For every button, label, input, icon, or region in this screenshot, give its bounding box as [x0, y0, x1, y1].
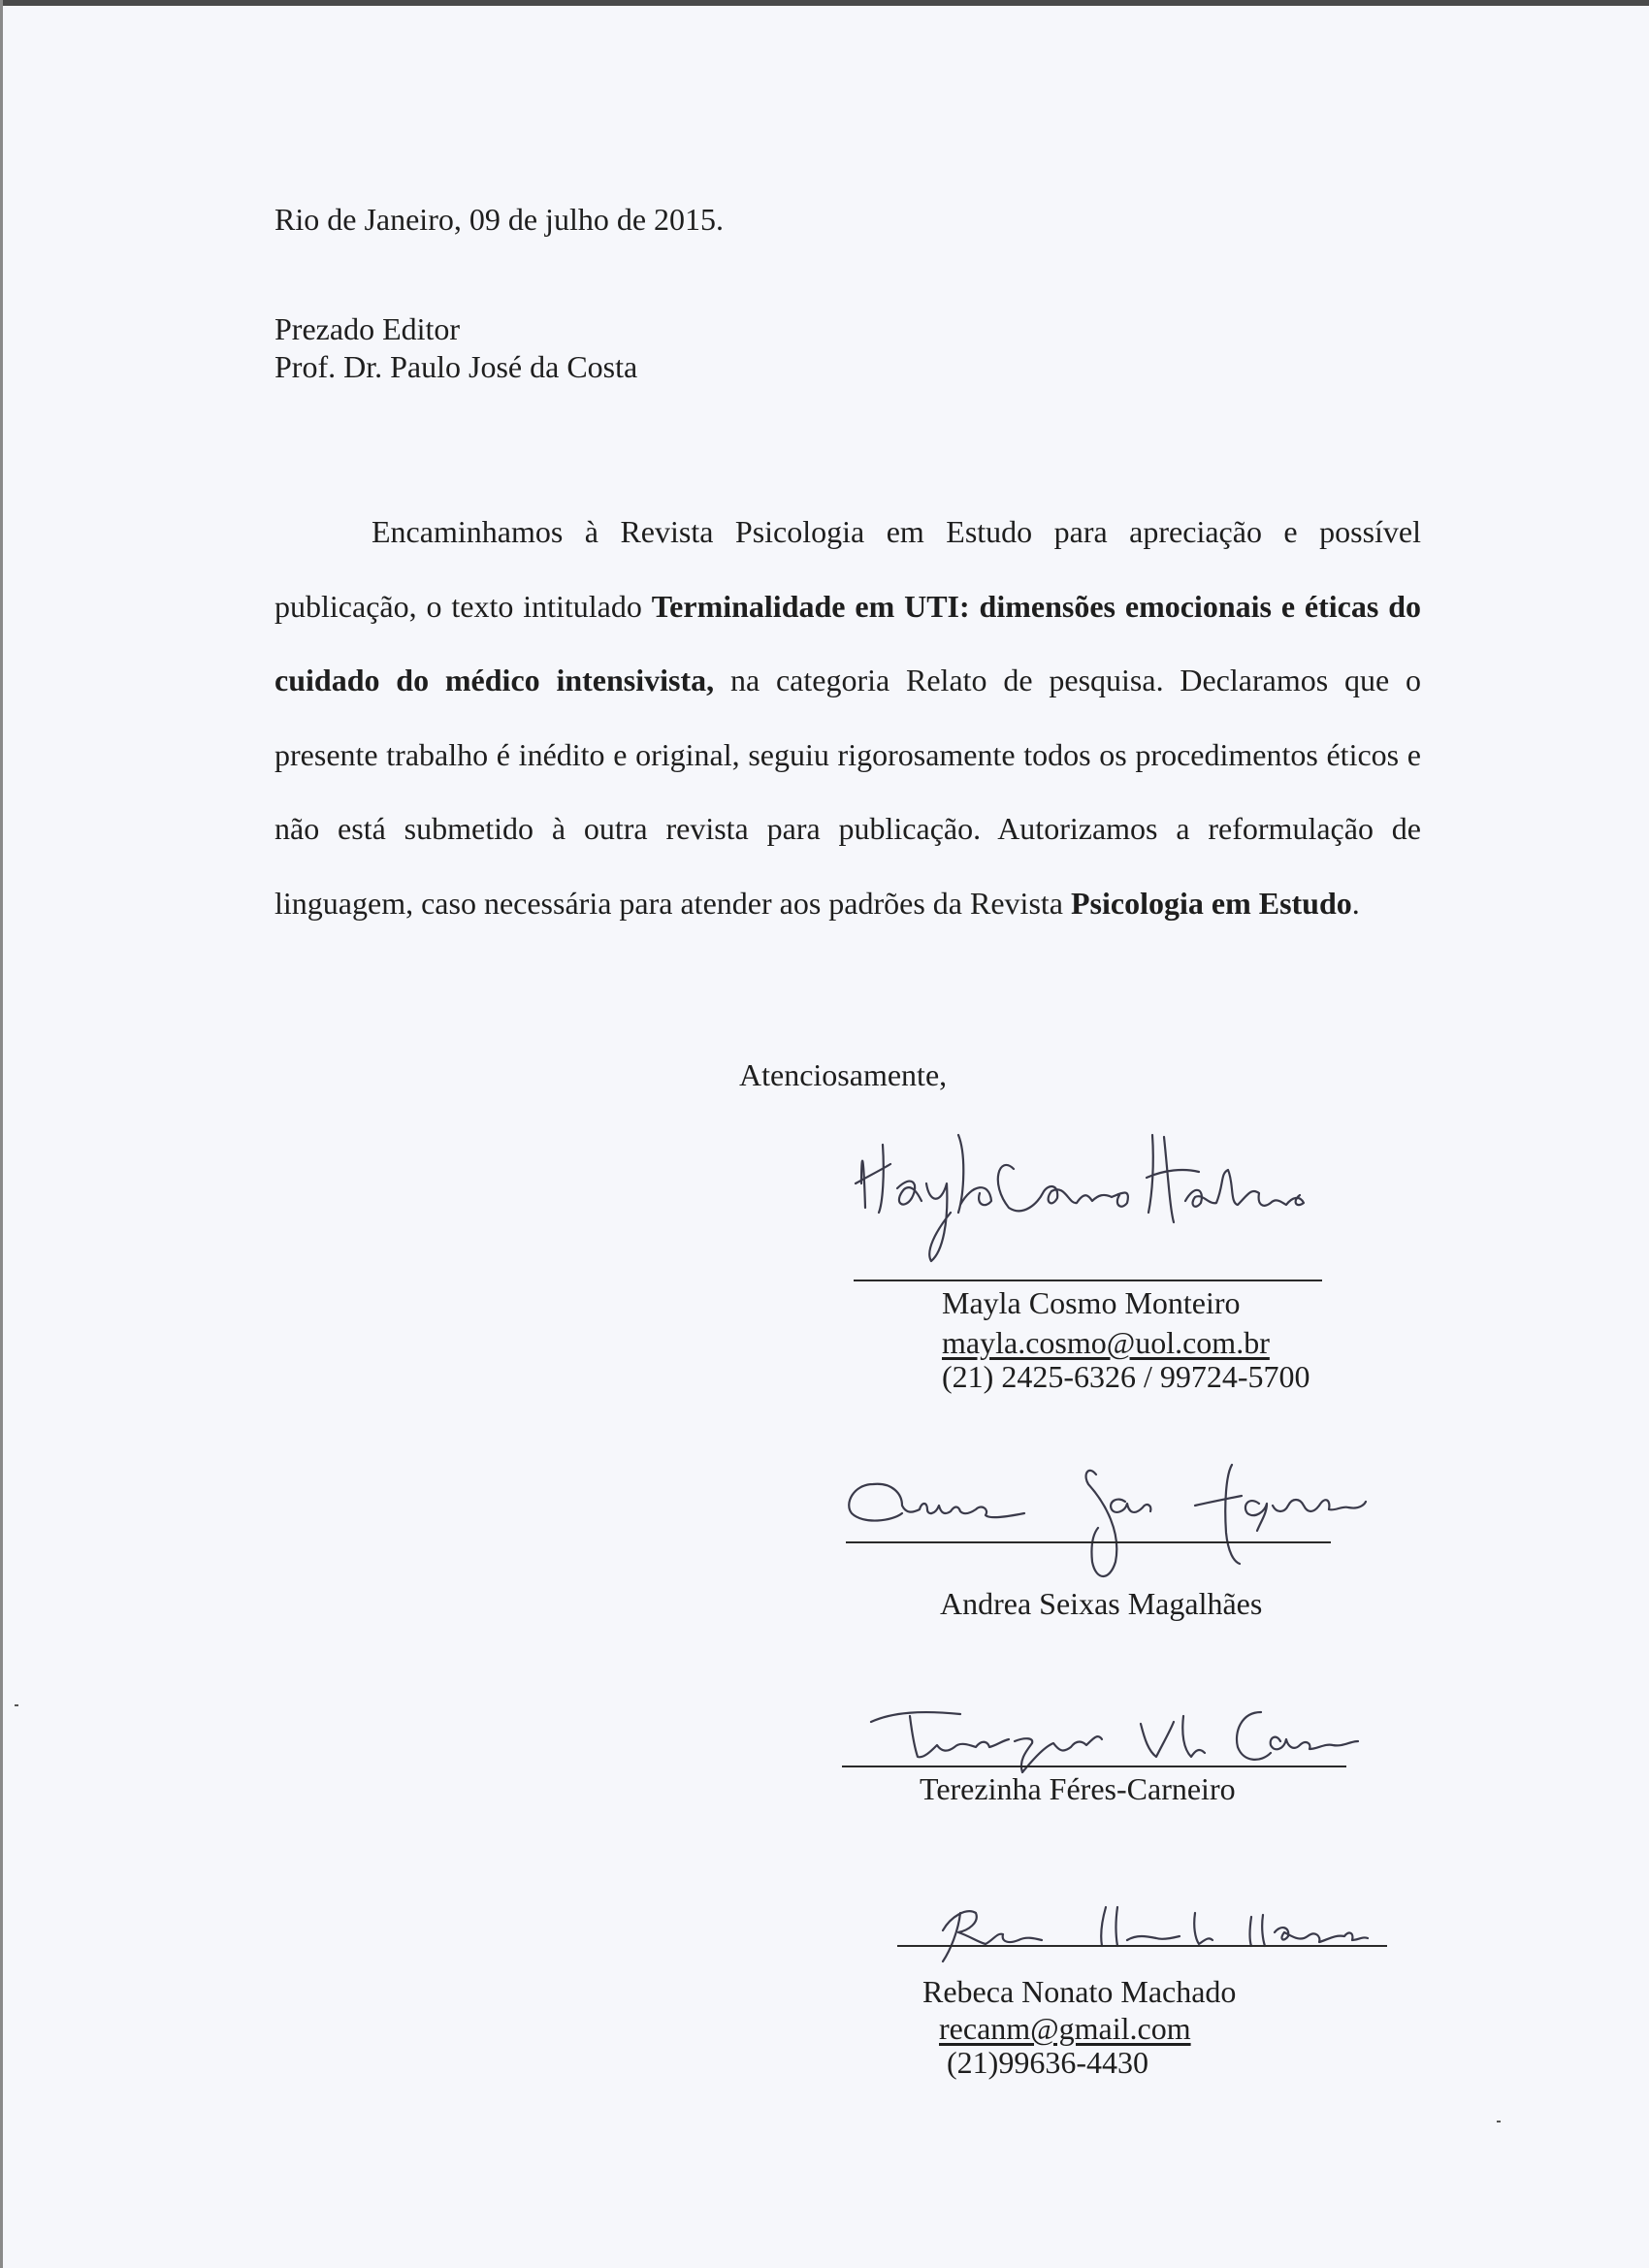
- scan-edge-left: [0, 0, 3, 2268]
- signatory-phone: (21) 2425-6326 / 99724-5700: [942, 1359, 1310, 1394]
- signature-line: [897, 1945, 1387, 1947]
- body-paragraph: [275, 495, 1421, 940]
- scan-speck: [1497, 2121, 1501, 2122]
- signatory-name: Rebeca Nonato Machado: [922, 1974, 1237, 2009]
- scan-speck: [15, 1704, 18, 1706]
- signature-line: [842, 1766, 1346, 1767]
- signature-line: [854, 1280, 1322, 1281]
- signatory-email[interactable]: mayla.cosmo@uol.com.br: [942, 1325, 1270, 1360]
- signatory-name: Terezinha Féres-Carneiro: [920, 1771, 1236, 1806]
- signatory-name: Mayla Cosmo Monteiro: [942, 1285, 1241, 1320]
- scan-edge-top: [0, 0, 1649, 6]
- body-end: .: [1351, 885, 1360, 921]
- closing: Atenciosamente,: [739, 1057, 948, 1092]
- letter-body: [275, 495, 1421, 940]
- body-intro: Encaminhamos à Revista Psicologia em Estudo para apreciação e possível publicação, o texto intitulado: [275, 514, 1421, 624]
- signatory-email[interactable]: recanm@gmail.com: [939, 2011, 1191, 2046]
- date-line: Rio de Janeiro, 09 de julho de 2015.: [275, 202, 725, 237]
- signatory-name: Andrea Seixas Magalhães: [940, 1586, 1263, 1621]
- recipient-name: Prof. Dr. Paulo José da Costa: [275, 349, 638, 384]
- journal-name: Psicologia em Estudo: [1070, 885, 1352, 921]
- signature-rebeca: [873, 1872, 1397, 1969]
- salutation: Prezado Editor: [275, 311, 461, 346]
- signature-mayla: [844, 1116, 1368, 1271]
- signature-line: [846, 1541, 1331, 1543]
- article-title: Terminalidade em UTI: dimensões emocionais e éticas do cuidado do médico intensivista,: [275, 588, 1422, 697]
- body-middle: na categoria Relato de pesquisa. Declaramos que o presente trabalho é inédito e original, seguiu rigorosamente todos os procedimentos éticos e não está submetido à outra revista para publicação. Autorizamos a reformulação de linguagem, caso necessária para atender aos padrões da Revista: [275, 663, 1422, 921]
- signature-andrea: [834, 1445, 1397, 1591]
- signatory-phone: (21)99636-4430: [947, 2045, 1148, 2080]
